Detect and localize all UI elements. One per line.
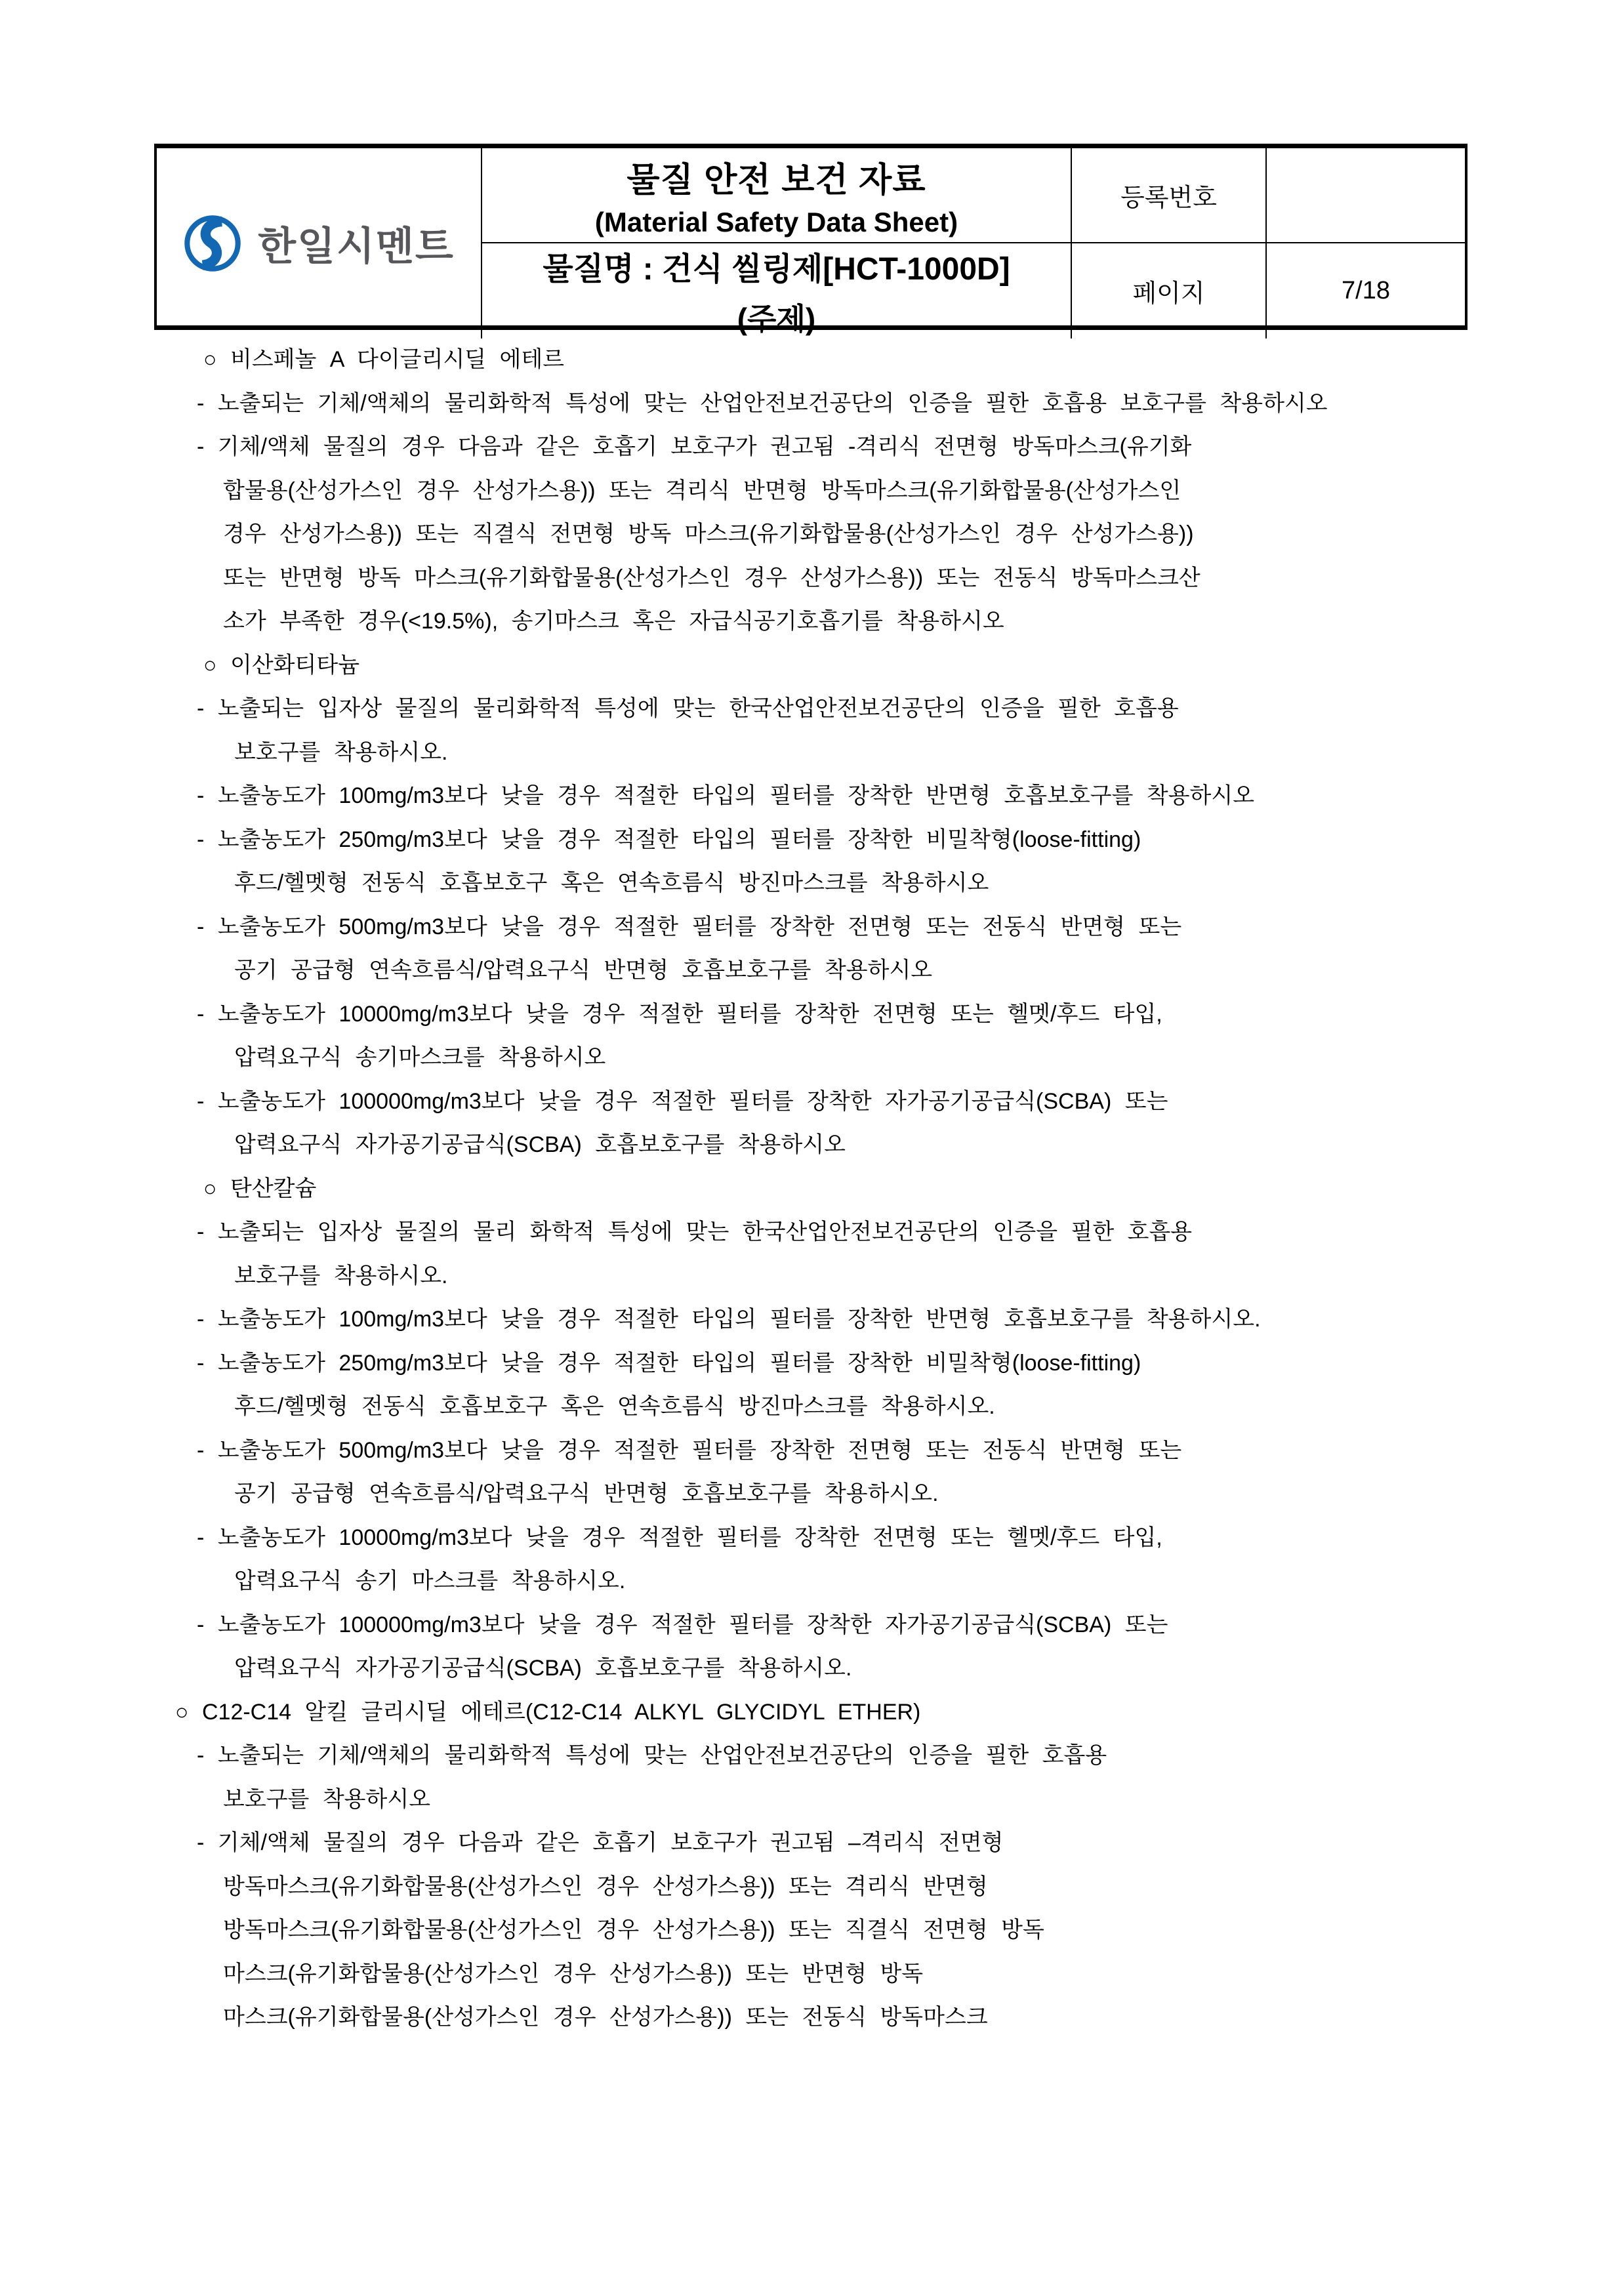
text-line: 후드/헬멧형 전동식 호흡보호구 혹은 연속흐름식 방진마스크를 착용하시오.	[234, 1394, 995, 1419]
text-line: - 노출농도가 500mg/m3보다 낮을 경우 적절한 필터를 장착한 전면형 또는 전동식 반면형 또는	[197, 1437, 1182, 1463]
text-line: - 기체/액체 물질의 경우 다음과 같은 호흡기 보호구가 권고됨 –격리식 전면형	[197, 1830, 1004, 1855]
text-line: 후드/헬멧형 전동식 호흡보호구 혹은 연속흐름식 방진마스크를 착용하시오	[234, 871, 989, 895]
body-lines	[0, 338, 1621, 2040]
registration-number-value	[1265, 148, 1465, 242]
material-name-sub: (주제)	[737, 302, 816, 336]
text-line: - 노출되는 입자상 물질의 물리화학적 특성에 맞는 한국산업안전보건공단의 인증을 필한 호흡용	[197, 696, 1179, 721]
hanil-logo-icon	[183, 214, 242, 273]
text-line: 방독마스크(유기화합물용(산성가스인 경우 산성가스용)) 또는 직결식 전면형 방독	[223, 1917, 1044, 1942]
text-line: ○ 비스페놀 A 다이글리시딜 에테르	[203, 347, 565, 372]
text-line: 보호구를 착용하시오	[223, 1786, 431, 1812]
text-line: 방독마스크(유기화합물용(산성가스인 경우 산성가스용)) 또는 격리식 반면형	[223, 1874, 988, 1899]
text-line: ○ 이산화티타늄	[203, 652, 360, 678]
header-table	[154, 144, 1467, 336]
text-line: 보호구를 착용하시오.	[234, 739, 448, 765]
text-line: - 노출되는 기체/액체의 물리화학적 특성에 맞는 산업안전보건공단의 인증을 필한 호흡용 보호구를 착용하시오	[197, 390, 1328, 416]
text-line: 압력요구식 자가공기공급식(SCBA) 호흡보호구를 착용하시오.	[234, 1656, 852, 1681]
registration-number-label: 등록번호	[1071, 148, 1265, 242]
text-line: 마스크(유기화합물용(산성가스인 경우 산성가스용)) 또는 전동식 방독마스크	[223, 2005, 988, 2030]
text-line: - 노출농도가 100mg/m3보다 낮을 경우 적절한 타입의 필터를 장착한 반면형 호흡보호구를 착용하시오.	[197, 1307, 1261, 1332]
text-line: ○ C12-C14 알킬 글리시딜 에테르(C12-C14 ALKYL GLYCIDYL ETHER)	[175, 1699, 921, 1725]
text-line: - 기체/액체 물질의 경우 다음과 같은 호흡기 보호구가 권고됨 -격리식 전면형 방독마스크(유기화	[197, 434, 1192, 459]
text-line: - 노출농도가 10000mg/m3보다 낮을 경우 적절한 필터를 장착한 전면형 또는 헬멧/후드 타입,	[197, 1001, 1162, 1027]
page-number: 7/18	[1265, 242, 1465, 338]
text-line: 마스크(유기화합물용(산성가스인 경우 산성가스용)) 또는 반면형 방독	[223, 1961, 924, 1986]
text-line: - 노출되는 기체/액체의 물리화학적 특성에 맞는 산업안전보건공단의 인증을 필한 호흡용	[197, 1743, 1107, 1768]
material-name-cell	[481, 242, 1071, 338]
text-line: 공기 공급형 연속흐름식/압력요구식 반면형 호흡보호구를 착용하시오	[234, 958, 933, 983]
text-line: 경우 산성가스용)) 또는 직결식 전면형 방독 마스크(유기화합물용(산성가스인 경우 산성가스용))	[223, 522, 1194, 546]
text-line: 소가 부족한 경우(<19.5%), 송기마스크 혹은 자급식공기호흡기를 착용하시오	[223, 609, 1004, 634]
text-line: 압력요구식 자가공기공급식(SCBA) 호흡보호구를 착용하시오	[234, 1132, 846, 1157]
company-logo	[157, 148, 481, 338]
text-line: 압력요구식 송기마스크를 착용하시오	[234, 1045, 606, 1070]
text-line: 합물용(산성가스인 경우 산성가스용)) 또는 격리식 반면형 방독마스크(유기화합물용(산성가스인	[223, 478, 1181, 503]
document-title-cell	[481, 148, 1071, 242]
text-line: ○ 탄산칼슘	[203, 1176, 317, 1201]
material-name: 물질명 : 건식 씰링제[HCT-1000D]	[543, 252, 1010, 287]
text-line: 압력요구식 송기 마스크를 착용하시오.	[234, 1568, 626, 1593]
text-line: - 노출농도가 10000mg/m3보다 낮을 경우 적절한 필터를 장착한 전면형 또는 헬멧/후드 타입,	[197, 1525, 1162, 1550]
text-line: 보호구를 착용하시오.	[234, 1263, 448, 1288]
text-line: - 노출되는 입자상 물질의 물리 화학적 특성에 맞는 한국산업안전보건공단의 인증을 필한 호흡용	[197, 1220, 1193, 1244]
text-line: - 노출농도가 250mg/m3보다 낮을 경우 적절한 타입의 필터를 장착한 비밀착형(loose-fitting)	[197, 827, 1141, 852]
text-line: - 노출농도가 100000mg/m3보다 낮을 경우 적절한 필터를 장착한 자가공기공급식(SCBA) 또는	[197, 1612, 1168, 1637]
text-line: - 노출농도가 250mg/m3보다 낮을 경우 적절한 타입의 필터를 장착한 비밀착형(loose-fitting)	[197, 1350, 1141, 1376]
document-title-en: (Material Safety Data Sheet)	[594, 207, 958, 237]
text-line: 공기 공급형 연속흐름식/압력요구식 반면형 호흡보호구를 착용하시오.	[234, 1481, 939, 1506]
text-line: - 노출농도가 100mg/m3보다 낮을 경우 적절한 타입의 필터를 장착한 반면형 호흡보호구를 착용하시오	[197, 783, 1255, 808]
company-name: 한일시멘트	[258, 224, 455, 268]
text-line: 또는 반면형 방독 마스크(유기화합물용(산성가스인 경우 산성가스용)) 또는 전동식 방독마스크산	[223, 565, 1200, 590]
document-title-ko: 물질 안전 보건 자료	[626, 161, 926, 199]
page-label: 페이지	[1071, 242, 1265, 338]
text-line: - 노출농도가 500mg/m3보다 낮을 경우 적절한 필터를 장착한 전면형 또는 전동식 반면형 또는	[197, 914, 1182, 939]
text-line: - 노출농도가 100000mg/m3보다 낮을 경우 적절한 필터를 장착한 자가공기공급식(SCBA) 또는	[197, 1088, 1168, 1114]
